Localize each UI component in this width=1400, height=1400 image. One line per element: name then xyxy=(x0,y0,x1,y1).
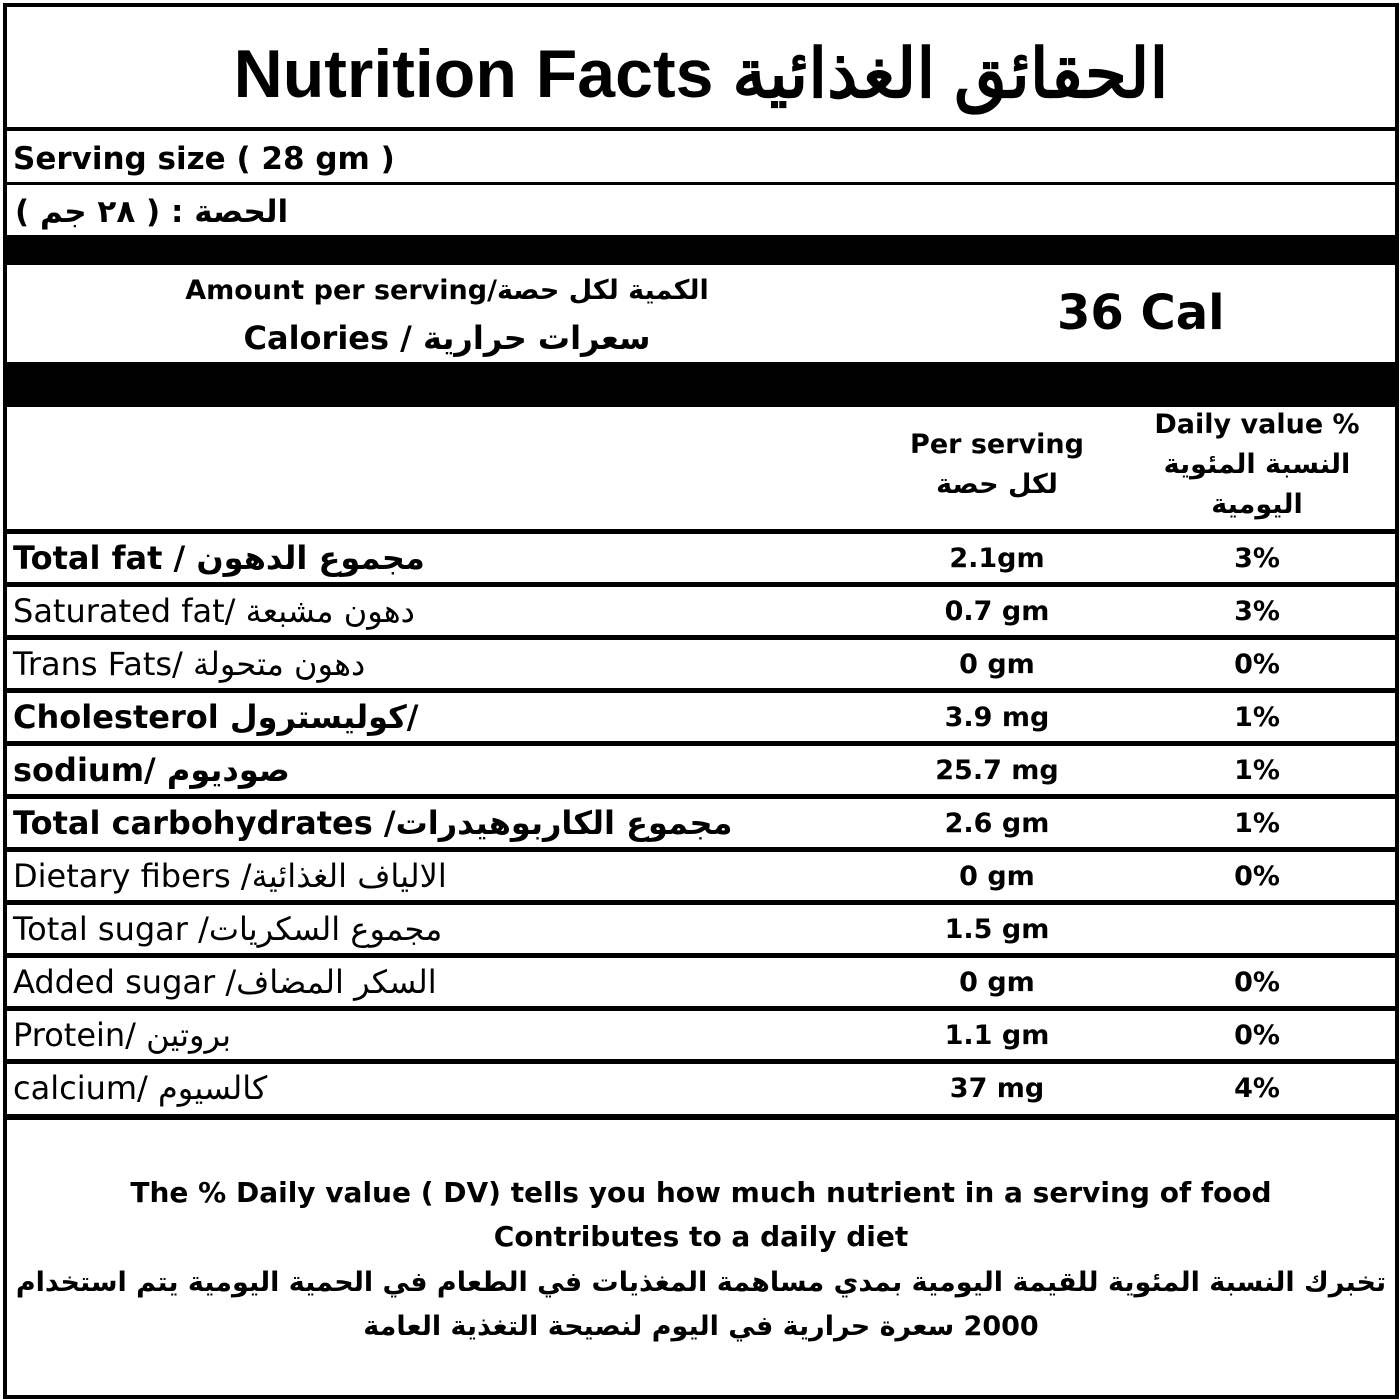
nutrient-amount: 0.7 gm xyxy=(944,596,1050,627)
nutrient-label: Total carbohydrates /مجموع الكاربوهيدرات xyxy=(13,804,733,842)
nutrient-daily-value: 0% xyxy=(1234,967,1280,998)
nutrient-amount: 0 gm xyxy=(959,967,1035,998)
per-serving-header: Per serving لكل حصة xyxy=(910,429,1084,500)
nutrient-row-sodium xyxy=(7,746,1395,799)
serving-size-en: Serving size ( 28 gm ) xyxy=(13,141,395,177)
divider xyxy=(7,127,1395,131)
serving-size-ar: الحصة : ( ٢٨ جم ) xyxy=(15,194,289,230)
nutrient-amount: 0 gm xyxy=(959,649,1035,680)
thick-divider xyxy=(7,362,1395,407)
nutrient-daily-value: 1% xyxy=(1234,755,1280,786)
nutrient-daily-value: 3% xyxy=(1234,543,1280,574)
nutrient-amount: 2.6 gm xyxy=(944,808,1050,839)
footer-note-en-1: The % Daily value ( DV) tells you how much nutrient in a serving of food xyxy=(130,1176,1272,1209)
nutrient-daily-value: 1% xyxy=(1234,702,1280,733)
nutrient-daily-value: 4% xyxy=(1234,1073,1280,1104)
nutrient-row-calcium xyxy=(7,1064,1395,1120)
nutrient-amount: 25.7 mg xyxy=(935,755,1059,786)
nutrient-row-added-sugar xyxy=(7,958,1395,1011)
nutrient-row-trans-fats xyxy=(7,640,1395,693)
nutrient-row-protein xyxy=(7,1011,1395,1064)
nutrient-label: Total sugar /مجموع السكريات xyxy=(13,910,443,948)
nutrient-daily-value: 0% xyxy=(1234,1020,1280,1051)
footer-note-ar-1: تخبرك النسبة المئوية للقيمة اليومية بمدي مساهمة المغذيات في الطعام في الحمية اليومية يتم استخدام xyxy=(15,1267,1387,1298)
thick-divider xyxy=(7,235,1395,265)
divider xyxy=(7,1114,1395,1120)
nutrient-row-total-sugar xyxy=(7,905,1395,958)
nutrient-amount: 1.5 gm xyxy=(944,914,1050,945)
nutrient-label: Cholesterol كوليسترول/ xyxy=(13,698,419,736)
nutrient-amount: 1.1 gm xyxy=(944,1020,1050,1051)
nutrient-label: Saturated fat/ دهون مشبعة xyxy=(13,592,415,630)
nutrient-label: sodium/ صوديوم xyxy=(13,751,290,789)
nutrient-row-dietary-fibers xyxy=(7,852,1395,905)
nutrient-label: calcium/ كالسيوم xyxy=(13,1069,268,1107)
calories-label: Calories / سعرات حرارية xyxy=(243,319,651,357)
nutrient-row-total-carbohydrates xyxy=(7,799,1395,852)
nutrient-daily-value: 0% xyxy=(1234,861,1280,892)
calories-value: 36 Cal xyxy=(1057,285,1225,341)
nutrient-label: Added sugar /السكر المضاف xyxy=(13,963,437,1001)
nutrient-row-saturated-fat xyxy=(7,587,1395,640)
footer-note-ar-2: 2000 سعرة حرارية في اليوم لنصيحة التغذية العامة xyxy=(363,1311,1039,1342)
nutrition-label xyxy=(3,3,1399,1399)
nutrient-amount: 3.9 mg xyxy=(944,702,1050,733)
nutrient-daily-value xyxy=(1157,905,1357,953)
nutrient-label: Trans Fats/ دهون متحولة xyxy=(13,645,366,683)
nutrient-row-cholesterol xyxy=(7,693,1395,746)
nutrient-amount: 0 gm xyxy=(959,861,1035,892)
nutrient-row-total-fat xyxy=(7,534,1395,587)
nutrient-amount: 2.1gm xyxy=(949,543,1045,574)
footer-note-en-2: Contributes to a daily diet xyxy=(493,1220,909,1253)
nutrient-daily-value: 1% xyxy=(1234,808,1280,839)
daily-value-header: Daily value % النسبة المئوية اليومية xyxy=(1154,409,1360,520)
divider xyxy=(7,182,1395,185)
nutrient-amount: 37 mg xyxy=(949,1073,1045,1104)
nutrient-label: Protein/ بروتين xyxy=(13,1016,232,1054)
nutrient-label: Total fat / مجموع الدهون xyxy=(13,539,425,577)
amount-per-serving-label: Amount per serving/الكمية لكل حصة xyxy=(185,275,709,306)
nutrient-daily-value: 3% xyxy=(1234,596,1280,627)
label-title: Nutrition Facts الحقائق الغذائية xyxy=(233,36,1169,112)
nutrient-daily-value: 0% xyxy=(1234,649,1280,680)
nutrient-label: Dietary fibers /الالياف الغذائية xyxy=(13,857,447,895)
